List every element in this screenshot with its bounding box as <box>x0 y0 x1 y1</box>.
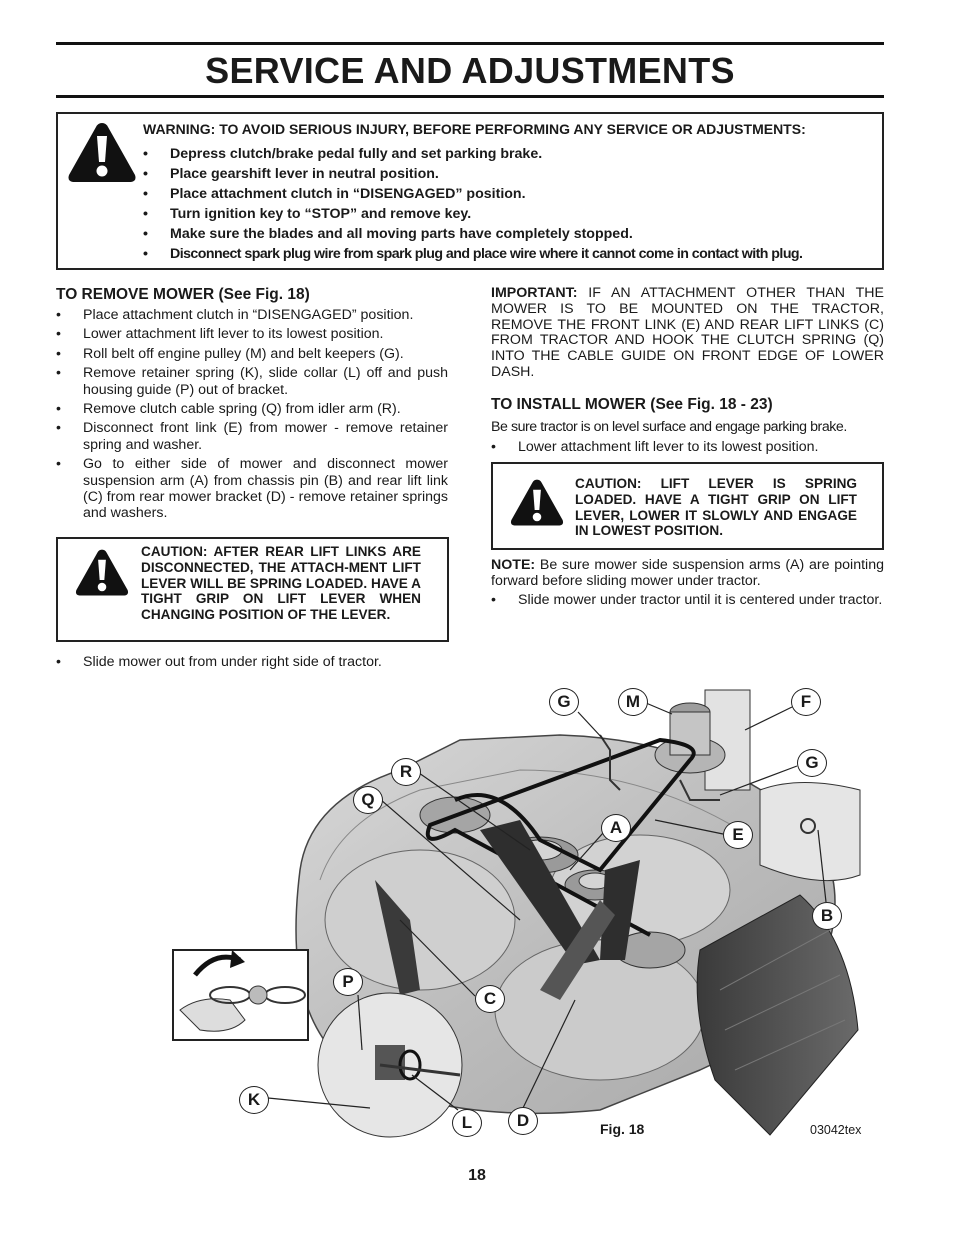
install-mower-heading: TO INSTALL MOWER (See Fig. 18 - 23) <box>491 396 773 413</box>
warning-heading: WARNING: TO AVOID SERIOUS INJURY, BEFORE PERFORMING ANY SERVICE OR ADJUSTMENTS: <box>143 121 806 137</box>
warning-item: • Place attachment clutch in “DISENGAGED” position. <box>143 184 878 204</box>
warning-item: • Make sure the blades and all moving parts have completely stopped. <box>143 224 878 244</box>
warning-icon <box>509 477 565 529</box>
note-text: Be sure mower side suspension arms (A) are pointing forward before sliding mower under tractor. <box>491 557 884 590</box>
callout-g-top: G <box>549 688 579 716</box>
remove-step: • Remove clutch cable spring (Q) from idler arm (R). <box>56 401 448 417</box>
warning-icon <box>66 120 138 186</box>
figure-caption: Fig. 18 <box>600 1121 645 1137</box>
page-number: 18 <box>468 1167 486 1184</box>
figure-code: 03042tex <box>810 1123 862 1137</box>
remove-step: • Lower attachment lift lever to its lowest position. <box>56 326 448 342</box>
remove-mower-heading: TO REMOVE MOWER (See Fig. 18) <box>56 286 310 303</box>
important-label: IMPORTANT: <box>491 285 578 301</box>
remove-step: • Disconnect front link (E) from mower - remove retainer spring and washer. <box>56 420 448 453</box>
callout-k: K <box>239 1086 269 1114</box>
callout-a: A <box>601 814 631 842</box>
important-paragraph <box>491 286 884 381</box>
warning-icon <box>74 547 130 599</box>
remove-caution-box <box>56 537 449 642</box>
warning-item: • Turn ignition key to “STOP” and remove key. <box>143 204 878 224</box>
install-intro: Be sure tractor is on level surface and engage parking brake. <box>491 419 847 435</box>
title-rule <box>56 95 884 98</box>
note-label: NOTE: <box>491 557 536 573</box>
callout-g-right: G <box>797 749 827 777</box>
page-title: SERVICE AND ADJUSTMENTS <box>205 50 735 91</box>
callout-q: Q <box>353 786 383 814</box>
remove-caution-text: CAUTION: AFTER REAR LIFT LINKS ARE DISCONNECTED, THE ATTACH-MENT LIFT LEVER WILL BE SPRING LOADED. HAVE A TIGHT GRIP ON LIFT LEVER WHEN CHANGING POSITION OF THE LEVER. <box>141 544 421 623</box>
install-step: • Slide mower under tractor until it is centered under tractor. <box>491 592 884 608</box>
install-steps-a <box>491 439 884 455</box>
callout-m: M <box>618 688 648 716</box>
callout-e: E <box>723 821 753 849</box>
install-note <box>491 557 884 590</box>
remove-step: • Roll belt off engine pulley (M) and belt keepers (G). <box>56 346 448 362</box>
callout-l: L <box>452 1109 482 1137</box>
warning-list <box>143 144 878 264</box>
install-step: • Lower attachment lift lever to its lowest position. <box>491 439 884 455</box>
install-caution-text: CAUTION: LIFT LEVER IS SPRING LOADED. HAVE A TIGHT GRIP ON LIFT LEVER, LOWER IT SLOWLY AND ENGAGE IN LOWEST POSITION. <box>575 476 857 539</box>
callout-r: R <box>391 758 421 786</box>
warning-item: • Place gearshift lever in neutral position. <box>143 164 878 184</box>
warning-item: • Depress clutch/brake pedal fully and set parking brake. <box>143 144 878 164</box>
callout-f: F <box>791 688 821 716</box>
top-rule <box>56 42 884 45</box>
callout-c: C <box>475 985 505 1013</box>
remove-step: • Remove retainer spring (K), slide collar (L) off and push housing guide (P) out of bracket. <box>56 365 448 398</box>
callout-d: D <box>508 1107 538 1135</box>
warning-box <box>56 112 884 270</box>
callout-b: B <box>812 902 842 930</box>
remove-step: • Place attachment clutch in “DISENGAGED” position. <box>56 307 448 323</box>
install-steps-b <box>491 592 884 608</box>
remove-mower-steps <box>56 307 448 522</box>
remove-step: • Slide mower out from under right side of tractor. <box>56 654 456 670</box>
important-text: IF AN ATTACHMENT OTHER THAN THE MOWER IS TO BE MOUNTED ON THE TRACTOR, REMOVE THE FRONT LINK (E) AND REAR LIFT LINKS (C) FROM TRACTOR AND HOOK THE CLUTCH SPRING (Q) INTO THE CABLE GUIDE ON FRONT EDGE OF LOWER DASH. <box>491 285 884 380</box>
warning-item: • Disconnect spark plug wire from spark plug and place wire where it cannot come in contact with plug. <box>143 244 878 264</box>
callout-p: P <box>333 968 363 996</box>
install-caution-box <box>491 462 884 550</box>
remove-final-step <box>56 654 456 670</box>
remove-step: • Go to either side of mower and disconnect mower suspension arm (A) from chassis pin (B) and rear lift link (C) from rear mower bracket (D) - remove retainer springs and washers. <box>56 456 448 522</box>
